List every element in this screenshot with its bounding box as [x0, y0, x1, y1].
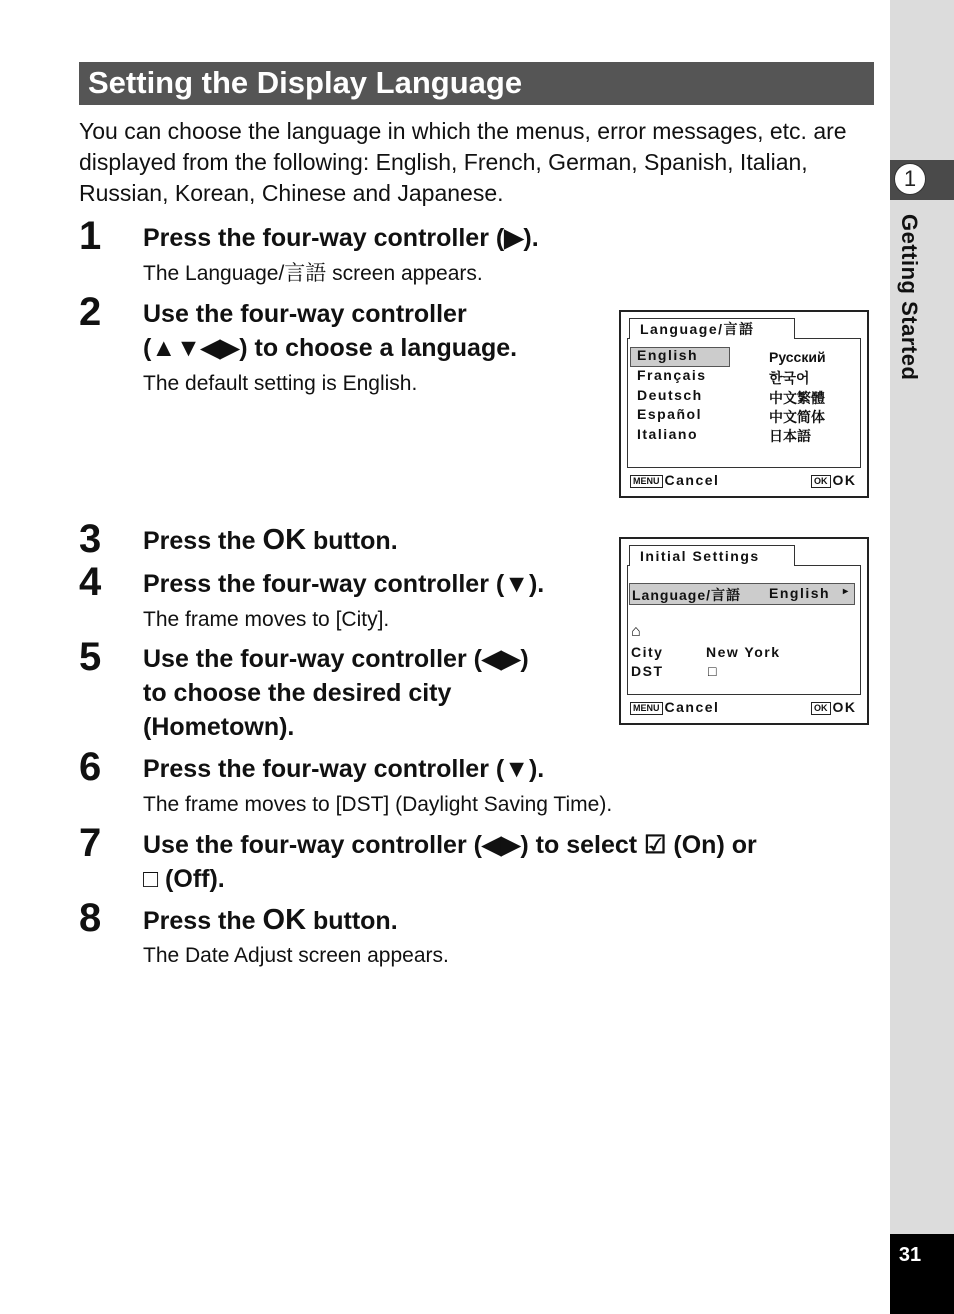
cancel-hint	[630, 472, 719, 488]
intro-paragraph: You can choose the language in which the menus, error messages, etc. are displayed from the following: English, French, German, Spanish, Italian, Russian, Korean, Chinese and Japanese.	[79, 118, 847, 206]
dst-checkbox: □	[708, 663, 718, 679]
menu-badge: MENU	[630, 702, 663, 715]
step-number: 2	[79, 290, 102, 334]
page-number: 31	[898, 1244, 922, 1266]
language-item: Español	[637, 406, 702, 422]
language-screen	[619, 310, 869, 498]
step-number: 3	[79, 517, 102, 561]
step-description: The Language/言語 screen appears.	[143, 262, 483, 285]
step-heading: Press the four-way controller (▼).	[143, 755, 545, 783]
language-item: Français	[637, 367, 707, 383]
ok-badge: OK	[811, 475, 831, 488]
step-heading: Press the four-way controller (▶).	[143, 224, 539, 252]
step-heading: Use the four-way controller	[143, 300, 467, 328]
step-heading: Use the four-way controller (◀▶)	[143, 645, 529, 673]
step-number: 8	[79, 896, 102, 940]
step-description: The Date Adjust screen appears.	[143, 944, 449, 967]
ok-label: OK	[832, 472, 857, 488]
language-item: Русский	[769, 349, 826, 365]
language-item: English	[637, 347, 699, 363]
language-item: Italiano	[637, 426, 699, 442]
step-heading: (Hometown).	[143, 713, 295, 741]
step-heading: Press the four-way controller (▼).	[143, 570, 545, 598]
step-number: 1	[79, 214, 102, 258]
step-heading	[143, 903, 398, 938]
step-heading-text: button.	[306, 527, 398, 555]
ok-button-label: OK	[262, 524, 307, 556]
step-heading-text: Press the	[143, 527, 263, 555]
ok-button-label: OK	[262, 904, 307, 936]
step-number: 4	[79, 560, 102, 604]
language-item: 한국어	[769, 370, 810, 386]
cancel-label: Cancel	[664, 472, 720, 488]
section-title: Setting the Display Language	[88, 65, 523, 100]
dst-label: DST	[631, 663, 664, 679]
cancel-hint	[630, 699, 719, 715]
step-number: 5	[79, 635, 102, 679]
city-value: New York	[706, 644, 781, 660]
cancel-label: Cancel	[664, 699, 720, 715]
ok-label: OK	[832, 699, 857, 715]
right-arrow-icon: ▸	[843, 586, 850, 597]
screen-tab: Language/言語	[629, 318, 795, 339]
step-heading-text: Press the	[143, 907, 263, 935]
ok-hint	[811, 472, 857, 488]
step-description: The default setting is English.	[143, 372, 418, 395]
ok-badge: OK	[811, 702, 831, 715]
step-heading	[143, 523, 398, 558]
language-item: 中文繁體	[769, 390, 825, 406]
step-description: The frame moves to [City].	[143, 608, 390, 631]
step-description: The frame moves to [DST] (Daylight Saving Time).	[143, 793, 613, 816]
step-heading: to choose the desired city	[143, 679, 452, 707]
chapter-label: Getting Started	[897, 214, 922, 381]
home-icon: ⌂	[631, 623, 643, 640]
screen-tab: Initial Settings	[629, 545, 795, 566]
step-heading: □ (Off).	[143, 865, 225, 893]
step-number: 6	[79, 745, 102, 789]
language-row-value: English	[769, 585, 831, 601]
city-label: City	[631, 644, 664, 660]
step-heading: Use the four-way controller (◀▶) to select ☑ (On) or	[143, 831, 757, 859]
step-number: 7	[79, 821, 102, 865]
initial-settings-screen	[619, 537, 869, 725]
language-item: 日本語	[769, 428, 811, 444]
menu-badge: MENU	[630, 475, 663, 488]
language-item: Deutsch	[637, 387, 703, 403]
language-item: 中文简体	[769, 409, 825, 425]
step-heading-text: button.	[306, 907, 398, 935]
chapter-number: 1	[894, 163, 926, 195]
step-heading: (▲▼◀▶) to choose a language.	[143, 334, 518, 362]
language-row-label: Language/言語	[632, 587, 742, 603]
ok-hint	[811, 699, 857, 715]
